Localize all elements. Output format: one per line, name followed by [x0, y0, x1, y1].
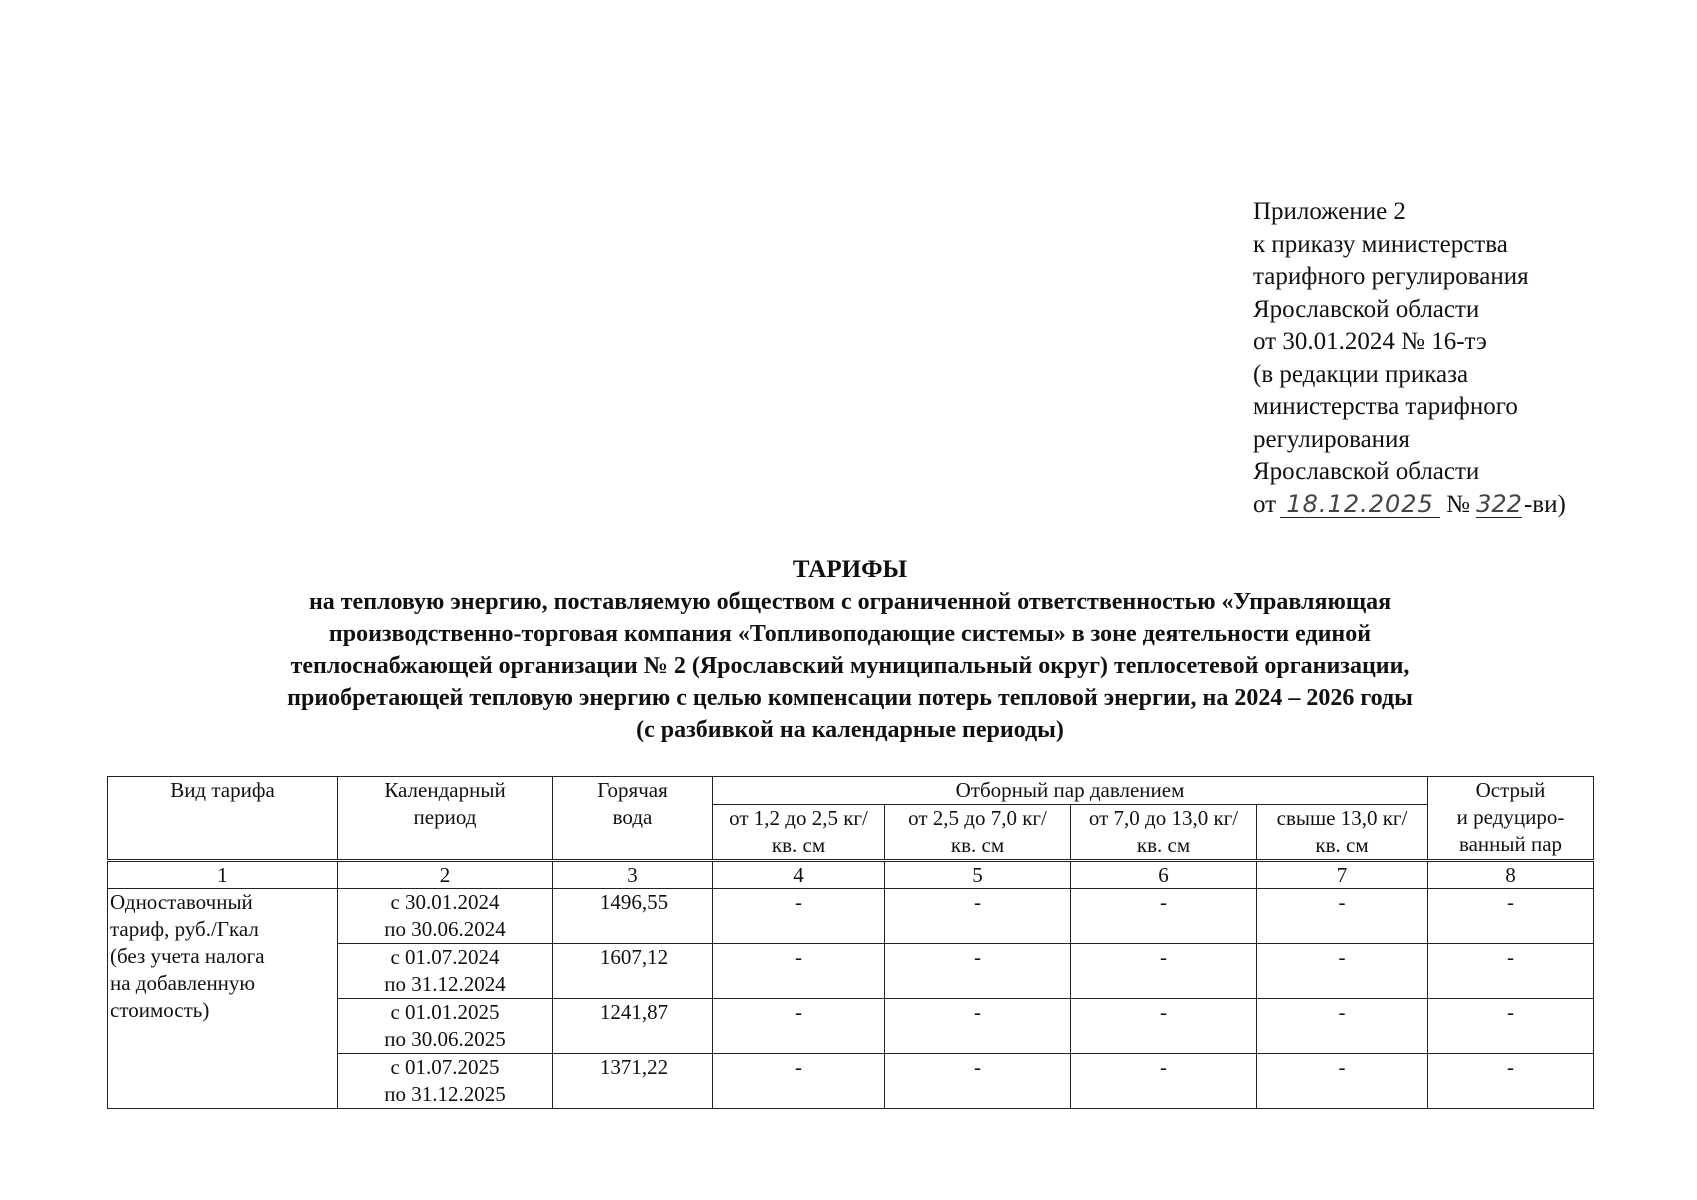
header-steam-col: свыше 13,0 кг/ кв. см	[1257, 805, 1428, 861]
header-sharp-steam: Острый и редуциро- ванный пар	[1428, 777, 1594, 861]
header-steam-col: от 7,0 до 13,0 кг/ кв. см	[1071, 805, 1257, 861]
appendix-line: от 30.01.2024 № 16-тэ	[1253, 328, 1487, 355]
title-line: производственно-торговая компания «Топливоподающие системы» в зоне деятельности единой	[328, 621, 1372, 647]
document-title	[100, 554, 1600, 746]
steam-value: -	[1071, 1054, 1257, 1109]
header-steam-group: Отборный пар давлением	[713, 777, 1428, 805]
steam-value: -	[885, 1054, 1071, 1109]
appendix-line: к приказу министерства	[1253, 230, 1508, 258]
hot-water-value: 1371,22	[553, 1054, 713, 1109]
hot-water-value: 1241,87	[553, 999, 713, 1054]
sharp-steam-value: -	[1428, 889, 1594, 944]
header-row	[108, 777, 1594, 805]
amendment-prefix: от	[1253, 490, 1277, 518]
header-period: Календарный период	[338, 777, 553, 861]
sharp-steam-value: -	[1428, 999, 1594, 1054]
appendix-line: тарифного регулирования	[1253, 263, 1529, 290]
steam-value: -	[1071, 889, 1257, 944]
header-steam-col: от 2,5 до 7,0 кг/ кв. см	[885, 805, 1071, 861]
steam-value: -	[1257, 1054, 1428, 1109]
handwritten-date: 18.12.2025	[1280, 491, 1440, 518]
hot-water-value: 1496,55	[553, 889, 713, 944]
handwritten-number: 322	[1476, 489, 1522, 518]
column-number: 3	[553, 861, 713, 889]
appendix-line: Ярославской области	[1253, 295, 1480, 323]
column-number: 6	[1071, 861, 1257, 889]
appendix-line: Ярославской области	[1253, 458, 1480, 485]
table-row	[108, 889, 1594, 944]
steam-value: -	[713, 944, 885, 999]
header-kind: Вид тарифа	[108, 777, 338, 861]
amendment-suffix: -ви)	[1523, 490, 1566, 518]
steam-value: -	[1071, 944, 1257, 999]
period-cell: с 01.01.2025 по 30.06.2025	[338, 999, 553, 1054]
steam-value: -	[885, 944, 1071, 999]
period-cell: с 30.01.2024 по 30.06.2024	[338, 889, 553, 944]
column-number: 8	[1428, 861, 1594, 889]
tariff-kind-cell: Одноставочный тариф, руб./Гкал (без учета налога на добавленную стоимость)	[108, 889, 338, 1109]
steam-value: -	[1071, 999, 1257, 1054]
steam-value: -	[713, 1054, 885, 1109]
steam-value: -	[1257, 999, 1428, 1054]
header-hot-water: Горячая вода	[553, 777, 713, 861]
column-number-row	[108, 861, 1594, 889]
steam-value: -	[713, 999, 885, 1054]
header-steam-col: от 1,2 до 2,5 кг/ кв. см	[713, 805, 885, 861]
steam-value: -	[885, 889, 1071, 944]
appendix-block	[1253, 196, 1566, 521]
hot-water-value: 1607,12	[553, 944, 713, 999]
column-number: 5	[885, 861, 1071, 889]
appendix-line: министерства тарифного	[1253, 393, 1518, 420]
column-number: 7	[1257, 861, 1428, 889]
period-cell: с 01.07.2024 по 31.12.2024	[338, 944, 553, 999]
title-line: (с разбивкой на календарные периоды)	[636, 717, 1064, 743]
column-number: 2	[338, 861, 553, 889]
column-number: 1	[108, 861, 338, 889]
steam-value: -	[713, 889, 885, 944]
amendment-no-sign: №	[1446, 490, 1470, 518]
tariffs-table	[107, 776, 1594, 1109]
appendix-line: Приложение 2	[1253, 198, 1406, 225]
sharp-steam-value: -	[1428, 944, 1594, 999]
title-line: приобретающей тепловую энергию с целью компенсации потерь тепловой энергии, на 2024 – 2026 годы	[287, 685, 1413, 711]
steam-value: -	[1257, 944, 1428, 999]
title-line: на тепловую энергию, поставляемую обществом с ограниченной ответственностью «Управляющая	[308, 589, 1392, 615]
sharp-steam-value: -	[1428, 1054, 1594, 1109]
appendix-line: (в редакции приказа	[1253, 360, 1469, 388]
steam-value: -	[885, 999, 1071, 1054]
period-cell: с 01.07.2025 по 31.12.2025	[338, 1054, 553, 1109]
appendix-line: регулирования	[1253, 425, 1410, 453]
title-line: теплоснабжающей организации № 2 (Ярославский муниципальный округ) теплосетевой организации,	[290, 653, 1410, 679]
steam-value: -	[1257, 889, 1428, 944]
title-main: ТАРИФЫ	[792, 556, 908, 583]
amendment-line	[1253, 489, 1566, 522]
column-number: 4	[713, 861, 885, 889]
